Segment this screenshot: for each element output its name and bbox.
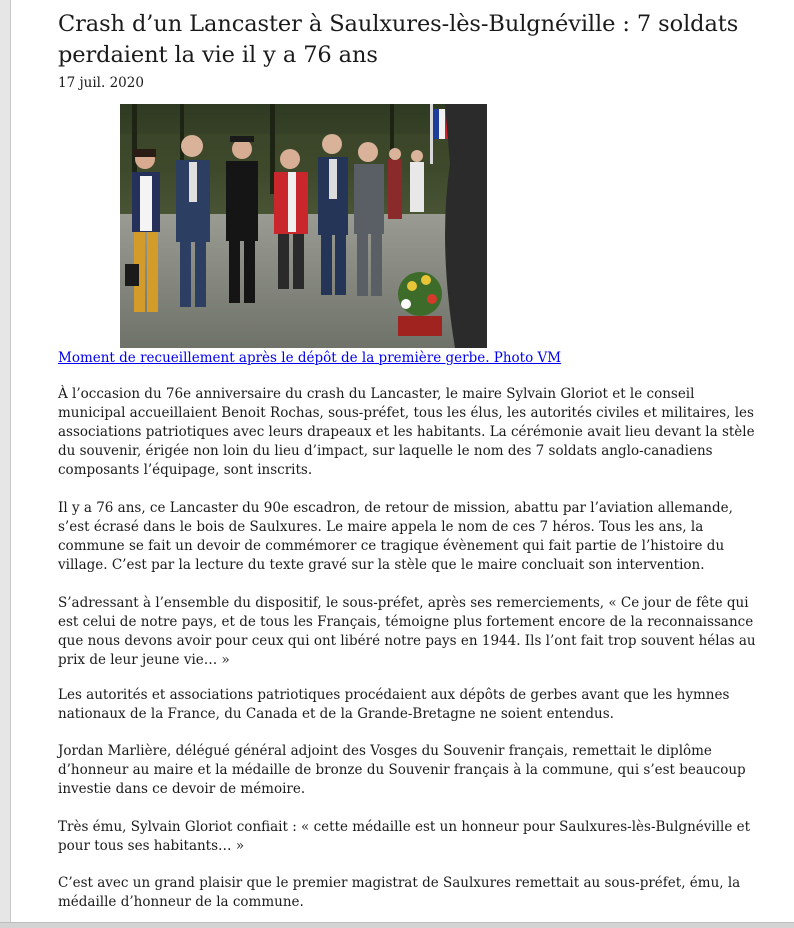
paragraph-7: C’est avec un grand plaisir que le premier magistrat de Saulxures remettait au sous-préfet, ému, la médaille d’honneur de la commune.: [58, 875, 741, 910]
paragraph-1: À l’occasion du 76e anniversaire du crash du Lancaster, le maire Sylvain Gloriot et le conseil municipal accueillaient Benoit Rochas, sous-préfet, tous les élus, les autorités civiles et militaires, les associations patriotiques avec leurs drapeaux et les habitants. La cérémonie avait lieu devant la stèle du souvenir, érigée non loin du lieu d’impact, sur laquelle le nom des 7 soldats anglo-canadiens composants l’équipage, sont inscrits.: [58, 386, 755, 478]
paragraph-2: Il y a 76 ans, ce Lancaster du 90e escadron, de retour de mission, abattu par l’aviation allemande, s’est écrasé dans le bois de Saulxures. Le maire appela le nom de ces 7 héros. Tous les ans, la commune se fait un devoir de commémorer ce tragique évènement qui fait partie de l’histoire du village. C’est par la lecture du texte gravé sur la stèle que le maire concluait son intervention.: [58, 500, 733, 573]
paragraph-5: Jordan Marlière, délégué général adjoint des Vosges du Souvenir français, remettait le diplôme d’honneur au maire et la médaille de bronze du Souvenir français à la commune, qui s’est beaucoup investie dans ce devoir de mémoire.: [58, 743, 746, 797]
paragraph-3: S’adressant à l’ensemble du dispositif, le sous-préfet, après ses remerciements, « Ce jour de fête qui est celui de notre pays, et de tous les Français, témoigne plus fortement encore de la reconnaissance que nous devons avoir pour ceux qui ont libéré notre pays en 1944. Ils l’ont fait trop souvent hélas au prix de leur jeune vie… »: [58, 595, 756, 668]
article-photo: [120, 104, 487, 348]
photo-caption-link[interactable]: Moment de recueillement après le dépôt de la première gerbe. Photo VM: [58, 350, 562, 366]
paragraph-4: Les autorités et associations patriotiques procédaient aux dépôts de gerbes avant que les hymnes nationaux de la France, du Canada et de la Grande-Bretagne ne soient entendus.: [58, 687, 730, 722]
article-date: 17 juil. 2020: [58, 75, 144, 91]
bottom-scrollbar-area: [0, 922, 794, 928]
article-title: Crash d’un Lancaster à Saulxures-lès-Bulgnéville : 7 soldats perdaient la vie il y a 76 ans: [58, 11, 739, 68]
ceremony-photo-illustration: [120, 104, 487, 348]
paragraph-6: Très ému, Sylvain Gloriot confiait : « cette médaille est un honneur pour Saulxures-lès-Bulgnéville et pour tous ses habitants… »: [58, 819, 751, 854]
document-page: [10, 0, 794, 922]
